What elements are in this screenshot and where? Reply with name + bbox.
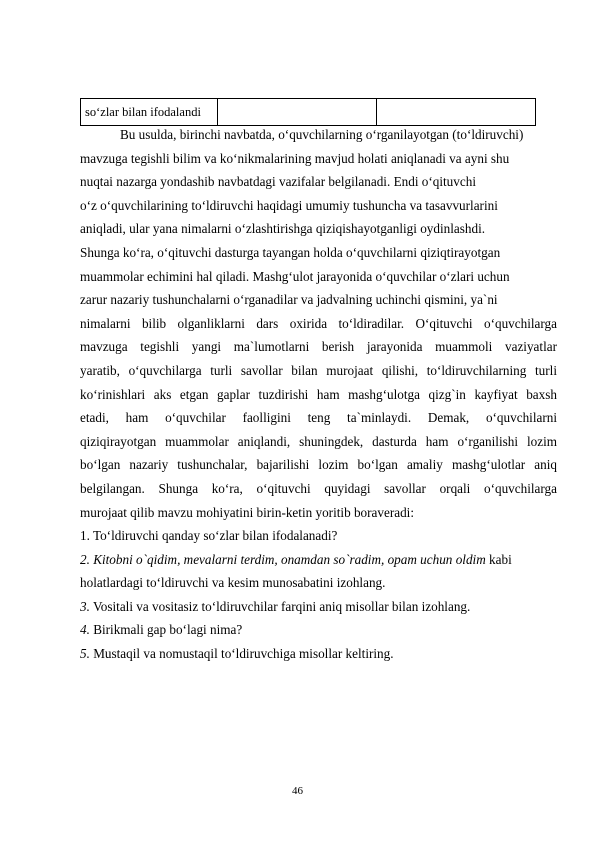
- question-number: 3.: [80, 598, 90, 614]
- question-number: 5.: [80, 646, 90, 662]
- question-3: [80, 595, 557, 619]
- header-table: [80, 98, 536, 126]
- paragraph-line: murojaat qilib mavzu mohiyatini birin-ketin yoritib boraveradi:: [80, 504, 415, 520]
- paragraph-line: o‘z o‘quvchilarining to‘ldiruvchi haqidagi umumiy tushuncha va tasavvurlarini: [80, 197, 498, 213]
- question-text: Mustaqil va nomustaqil to‘ldiruvchiga misollar keltiring.: [89, 646, 394, 662]
- question-example: Kitobni o`qidim, mevalarni terdim, onamdan so`radim, opam uchun oldim: [89, 551, 486, 567]
- paragraph-line: nimalarni bilib olganliklarni dars oxirida to‘ldiradilar. O‘qituvchi o‘quvchilarga: [80, 315, 557, 331]
- paragraph-line: zarur nazariy tushunchalarni o‘rganadilar va jadvalning uchinchi qismini, ya`ni: [80, 292, 498, 308]
- page-number: 46: [292, 785, 303, 797]
- paragraph-line: etadi, ham o‘quvchilar faolligini teng ta`minlaydi. Demak, o‘quvchilarni: [80, 410, 557, 426]
- question-5: [80, 642, 557, 666]
- question-number: 4.: [80, 622, 90, 638]
- table-cell: [218, 99, 377, 126]
- table-row: [81, 99, 536, 126]
- paragraph-line: yaratib, o‘quvchilarga turli savollar bilan murojaat qilishi, to‘ldiruvchilarning turli: [80, 362, 557, 378]
- paragraph-line: aniqladi, ular yana nimalarni o‘zlashtirishga qiziqishayotganligi oydinlashdi.: [80, 221, 486, 237]
- question-text: Birikmali gap bo‘lagi nima?: [89, 622, 243, 638]
- paragraph-line: nuqtai nazarga yondashib navbatdagi vazifalar belgilanadi. Endi o‘qituvchi: [80, 174, 476, 190]
- paragraph-line: qiziqirayotgan muammolar aniqlandi, shuningdek, dasturda ham o‘rganilishi lozim: [80, 433, 557, 449]
- paragraph-line: Bu usulda, birinchi navbatda, o‘quvchilarning o‘rganilayotgan (to‘ldiruvchi): [120, 127, 524, 142]
- paragraph-line: muammolar echimini hal qiladi. Mashg‘ulot jarayonida o‘quvchilar o‘zlari uchun: [80, 268, 510, 284]
- question-1: 1. To‘ldiruvchi qanday so‘zlar bilan ifodalanadi?: [80, 528, 338, 544]
- question-text: Vositali va vositasiz to‘ldiruvchilar farqini aniq misollar bilan izohlang.: [89, 598, 471, 614]
- paragraph-line: Shunga ko‘ra, o‘qituvchi dasturga tayangan holda o‘quvchilarni qiziqtirayotgan: [80, 244, 501, 260]
- paragraph-line: belgilangan. Shunga ko‘ra, o‘qituvchi quyidagi savollar orqali o‘quvchilarga: [80, 480, 557, 496]
- question-text: kabi: [485, 551, 512, 567]
- question-2-continued: holatlardagi to‘ldiruvchi va kesim munosabatini izohlang.: [80, 575, 386, 591]
- paragraph-line: ko‘rinishlari aks etgan gaplar tuzdirishi ham mashg‘ulotga qizg`in kayfiyat baxsh: [80, 386, 557, 402]
- question-number: 2.: [80, 551, 90, 567]
- paragraph-line: mavzuga tegishli bilim va ko‘nikmalarining mavjud holati aniqlanadi va ayni shu: [80, 150, 510, 166]
- body-text: [80, 123, 557, 666]
- table-cell: so‘zlar bilan ifodalandi: [81, 99, 218, 126]
- table-cell: [377, 99, 536, 126]
- question-2: [80, 548, 557, 572]
- paragraph-line: mavzuga tegishli yangi ma`lumotlarni berish jarayonida muammoli vaziyatlar: [80, 339, 557, 355]
- paragraph-line: bo‘lgan nazariy tushunchalar, bajarilishi lozim bo‘lgan amaliy mashg‘ulotlar aniq: [80, 457, 557, 473]
- question-4: [80, 618, 557, 642]
